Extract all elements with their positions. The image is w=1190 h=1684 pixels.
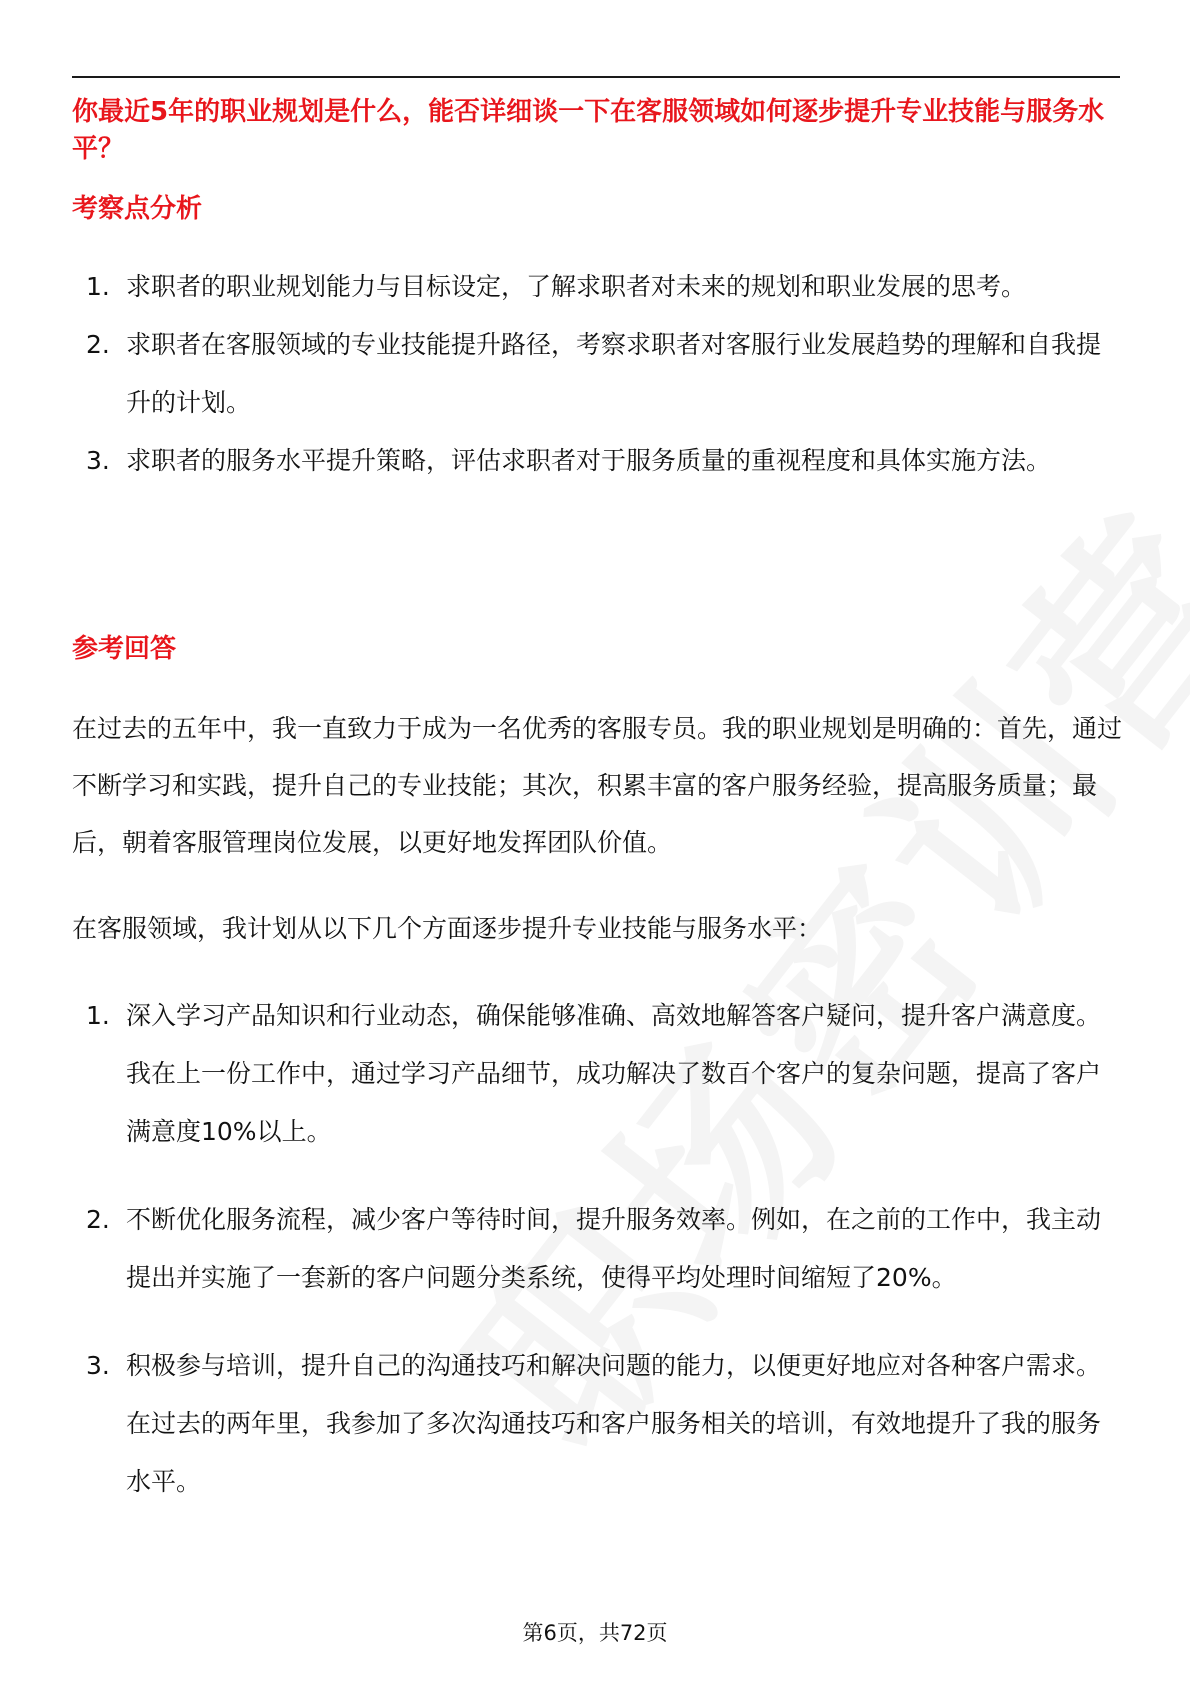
answer-heading: 参考回答 <box>72 634 177 664</box>
list-number: 3. <box>86 446 110 475</box>
list-item-text: 求职者的职业规划能力与目标设定，了解求职者对未来的规划和职业发展的思考。 <box>126 272 1027 301</box>
page-number-footer: 第6页，共72页 <box>522 1621 668 1645</box>
list-number: 2. <box>86 1205 110 1234</box>
list-item <box>72 987 1122 1161</box>
list-item-text: 深入学习产品知识和行业动态，确保能够准确、高效地解答客户疑问，提升客户满意度。我在上一份工作中，通过学习产品细节，成功解决了数百个客户的复杂问题，提高了客户满意度10%以上。 <box>126 1001 1102 1146</box>
list-item-text: 积极参与培训，提升自己的沟通技巧和解决问题的能力，以便更好地应对各种客户需求。在过去的两年里，我参加了多次沟通技巧和客户服务相关的培训，有效地提升了我的服务水平。 <box>126 1351 1102 1496</box>
answer-paragraph-2: 在客服领域，我计划从以下几个方面逐步提升专业技能与服务水平： <box>72 914 823 943</box>
list-item <box>72 432 1122 490</box>
list-item <box>72 316 1122 432</box>
list-item <box>72 258 1122 316</box>
analysis-heading: 考察点分析 <box>72 194 203 224</box>
list-item-text: 求职者在客服领域的专业技能提升路径，考察求职者对客服行业发展趋势的理解和自我提升的计划。 <box>126 330 1102 417</box>
interview-question: 你最近5年的职业规划是什么，能否详细谈一下在客服领域如何逐步提升专业技能与服务水平？ <box>72 97 1105 164</box>
list-number: 1. <box>86 1001 110 1030</box>
answer-paragraph-1: 在过去的五年中，我一直致力于成为一名优秀的客服专员。我的职业规划是明确的：首先，通过不断学习和实践，提升自己的专业技能；其次，积累丰富的客户服务经验，提高服务质量；最后，朝着客服管理岗位发展，以更好地发挥团队价值。 <box>72 714 1123 857</box>
answer-list <box>72 987 1122 1541</box>
list-number: 3. <box>86 1351 110 1380</box>
list-item <box>72 1191 1122 1307</box>
list-number: 2. <box>86 330 110 359</box>
list-number: 1. <box>86 272 110 301</box>
analysis-list <box>72 258 1122 490</box>
top-divider <box>72 76 1120 78</box>
list-item-text: 不断优化服务流程，减少客户等待时间，提升服务效率。例如，在之前的工作中，我主动提出并实施了一套新的客户问题分类系统，使得平均处理时间缩短了20%。 <box>126 1205 1102 1292</box>
list-item <box>72 1337 1122 1511</box>
list-item-text: 求职者的服务水平提升策略，评估求职者对于服务质量的重视程度和具体实施方法。 <box>126 446 1052 475</box>
